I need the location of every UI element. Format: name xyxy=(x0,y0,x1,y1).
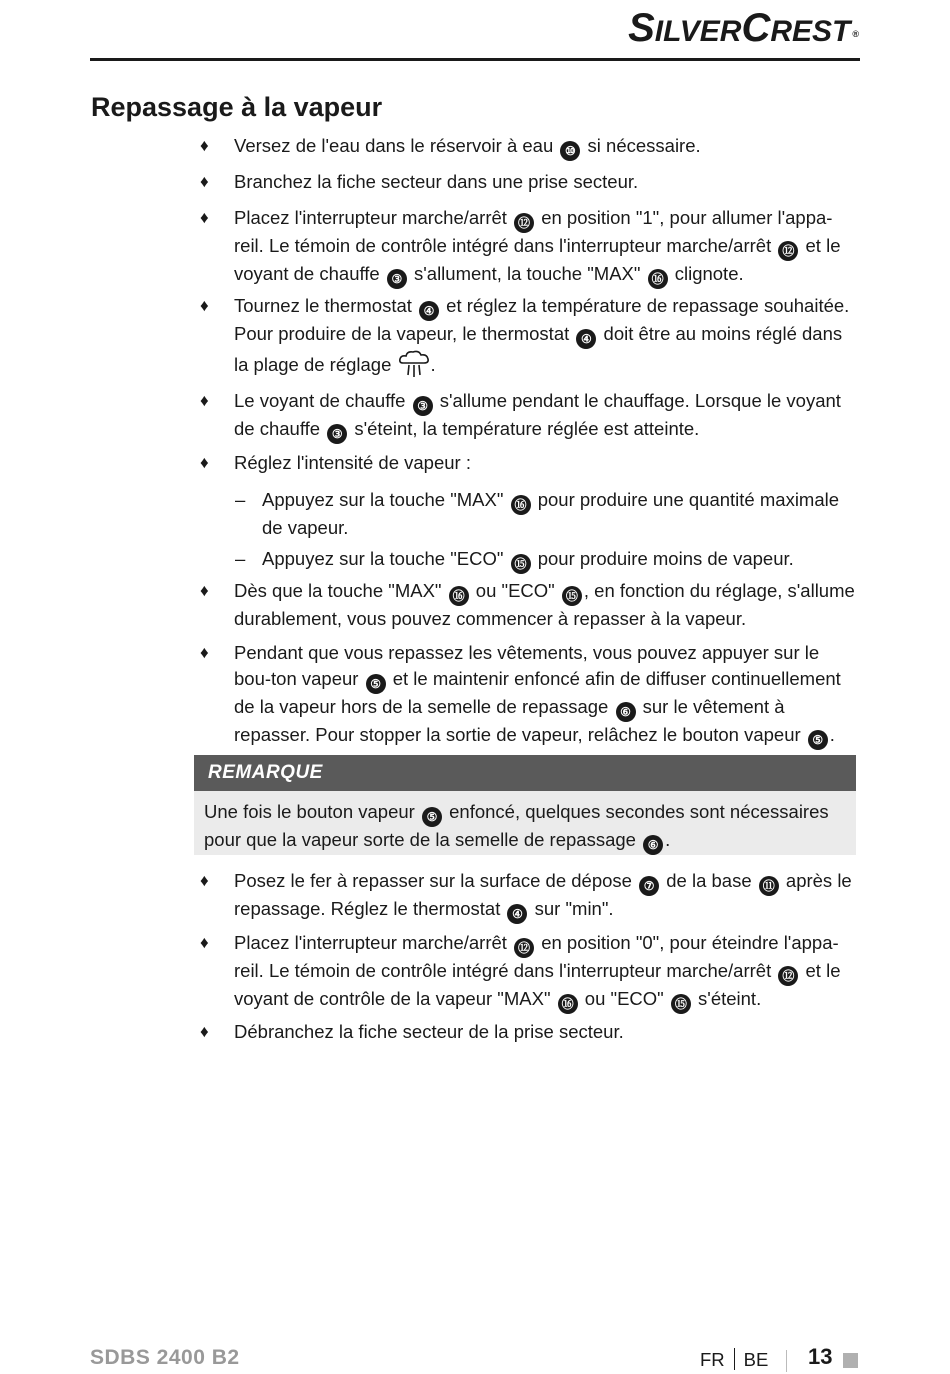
callout-12-icon: ⑫ xyxy=(514,938,534,958)
instruction-item: ♦ Versez de l'eau dans le réservoir à eau ⑩ si nécessaire. xyxy=(234,133,860,161)
language-separator xyxy=(734,1348,735,1370)
callout-4-icon: ④ xyxy=(576,329,596,349)
footer-languages: FR BE xyxy=(700,1349,769,1370)
instruction-item: ♦ Pendant que vous repassez les vêtements, vous pouvez appuyer sur le bou-ton vapeur ⑤ et le maintenir enfoncé afin de diffuser continuellement de la vapeur hors de la semelle de repassage ⑥ sur le vêtement à repasser. Pour stopper la sortie de vapeur, relâchez le bouton vapeur ⑤ . xyxy=(234,640,860,750)
callout-5-icon: ⑤ xyxy=(366,674,386,694)
callout-3-icon: ③ xyxy=(387,269,407,289)
bullet-icon: ♦ xyxy=(200,453,209,472)
callout-11-icon: ⑪ xyxy=(759,876,779,896)
instruction-item: ♦ Tournez le thermostat ④ et réglez la température de repassage souhaitée. Pour produire de la vapeur, le thermostat ④ doit être au moins réglé dans la plage de réglage . xyxy=(234,293,860,379)
brand-logo: SILVERCREST ® xyxy=(628,6,859,50)
callout-6-icon: ⑥ xyxy=(616,702,636,722)
page-number: 13 xyxy=(808,1344,833,1369)
bullet-icon: ♦ xyxy=(200,172,209,191)
callout-3-icon: ③ xyxy=(327,424,347,444)
dash-icon: – xyxy=(235,489,246,510)
bullet-icon: ♦ xyxy=(200,391,209,410)
footer-separator xyxy=(786,1350,787,1372)
instruction-item: ♦ Branchez la fiche secteur dans une prise secteur. xyxy=(234,169,860,195)
instruction-item: ♦ Le voyant de chauffe ③ s'allume pendant le chauffage. Lorsque le voyant de chauffe ③ s'éteint, la température réglée est atteinte. xyxy=(234,388,860,444)
callout-16-icon: ⑯ xyxy=(558,994,578,1014)
note-body: Une fois le bouton vapeur ⑤ enfoncé, quelques secondes sont nécessaires pour que la vapeur sorte de la semelle de repassage ⑥ . xyxy=(194,791,856,855)
steam-icon xyxy=(397,349,431,379)
bullet-icon: ♦ xyxy=(200,136,209,155)
instruction-item: ♦ Débranchez la fiche secteur de la prise secteur. xyxy=(234,1019,860,1045)
instruction-item: ♦ Placez l'interrupteur marche/arrêt ⑫ en position "0", pour éteindre l'appa-reil. Le témoin de contrôle intégré dans l'interrupteur marche/arrêt ⑫ et le voyant de contrôle de la vapeur "MAX" ⑯ ou "ECO" ⑮ s'éteint. xyxy=(234,930,860,1014)
instruction-item: ♦ Placez l'interrupteur marche/arrêt ⑫ en position "1", pour allumer l'appa-reil. Le témoin de contrôle intégré dans l'interrupteur marche/arrêt ⑫ et le voyant de chauffe ③ s'allument, la touche "MAX" ⑯ clignote. xyxy=(234,205,860,289)
callout-15-icon: ⑮ xyxy=(671,994,691,1014)
callout-6-icon: ⑥ xyxy=(643,835,663,855)
callout-10-icon: ⑩ xyxy=(560,141,580,161)
callout-15-icon: ⑮ xyxy=(511,554,531,574)
callout-12-icon: ⑫ xyxy=(778,966,798,986)
bullet-icon: ♦ xyxy=(200,296,209,315)
callout-4-icon: ④ xyxy=(419,301,439,321)
bullet-icon: ♦ xyxy=(200,208,209,227)
callout-15-icon: ⑮ xyxy=(562,586,582,606)
instruction-item: ♦ Dès que la touche "MAX" ⑯ ou "ECO" ⑮ , en fonction du réglage, s'allume durablement, vous pouvez commencer à repasser à la vapeur. xyxy=(200,580,855,629)
sub-item: – Appuyez sur la touche "MAX" ⑯ pour produire une quantité maximale de vapeur. xyxy=(235,489,840,538)
page-title: Repassage à la vapeur xyxy=(91,92,383,122)
callout-7-icon: ⑦ xyxy=(639,876,659,896)
footer-model: SDBS 2400 B2 xyxy=(90,1346,240,1369)
bullet-icon: ♦ xyxy=(200,643,209,662)
callout-3-icon: ③ xyxy=(413,396,433,416)
callout-16-icon: ⑯ xyxy=(511,495,531,515)
dash-icon: – xyxy=(235,548,246,569)
callout-4-icon: ④ xyxy=(507,904,527,924)
callout-5-icon: ⑤ xyxy=(422,807,442,827)
bullet-icon: ♦ xyxy=(200,581,209,600)
note-heading: REMARQUE xyxy=(194,755,856,791)
callout-12-icon: ⑫ xyxy=(778,241,798,261)
callout-16-icon: ⑯ xyxy=(449,586,469,606)
bullet-icon: ♦ xyxy=(200,933,209,952)
header-rule xyxy=(90,58,860,61)
callout-5-icon: ⑤ xyxy=(808,730,828,750)
instruction-item: ♦ Réglez l'intensité de vapeur : xyxy=(234,450,860,476)
page-marker-icon xyxy=(843,1353,858,1368)
sub-item: – Appuyez sur la touche "ECO" ⑮ pour produire moins de vapeur. xyxy=(262,546,860,574)
bullet-icon: ♦ xyxy=(200,1022,209,1041)
callout-12-icon: ⑫ xyxy=(514,213,534,233)
bullet-icon: ♦ xyxy=(200,871,209,890)
callout-16-icon: ⑯ xyxy=(648,269,668,289)
instruction-item: ♦ Posez le fer à repasser sur la surface de dépose ⑦ de la base ⑪ après le repassage. Réglez le thermostat ④ sur "min". xyxy=(234,868,860,924)
